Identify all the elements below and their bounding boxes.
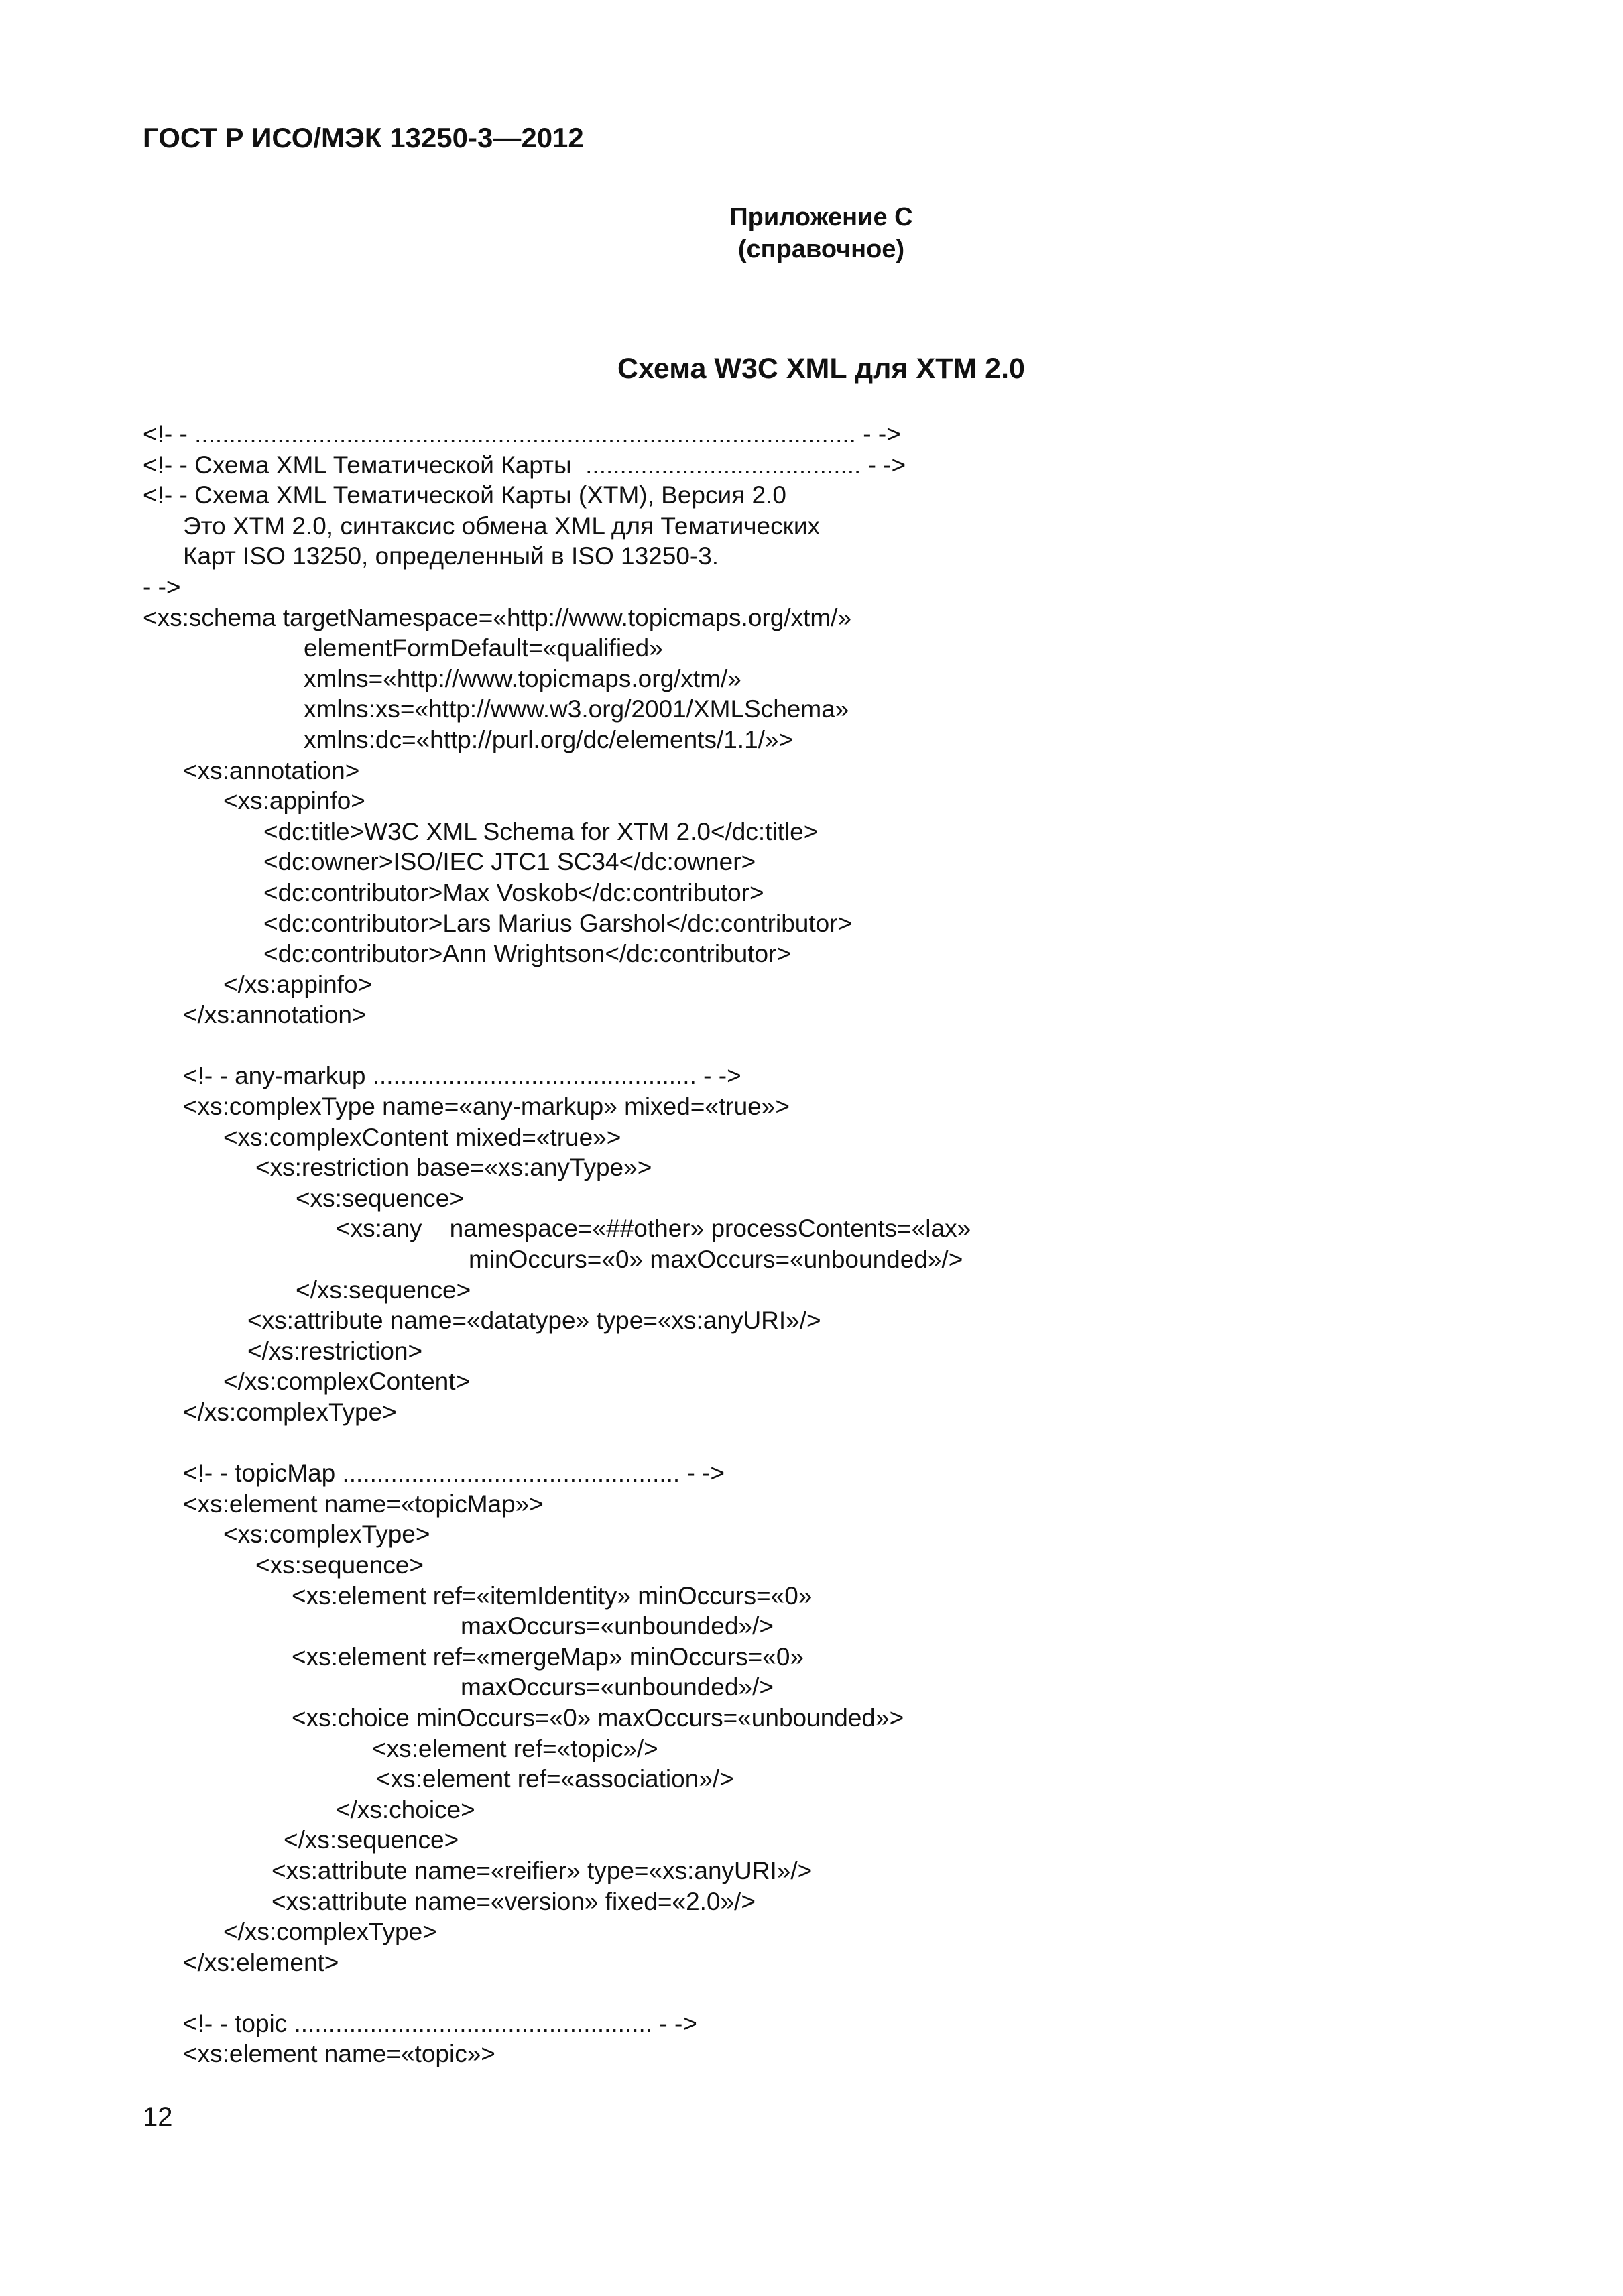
code-line: Карт ISO 13250, определенный в ISO 13250-3. (183, 542, 719, 570)
code-line: <xs:choice minOccurs=«0» maxOccurs=«unbounded»> (292, 1703, 904, 1732)
code-line: maxOccurs=«unbounded»/> (461, 1612, 774, 1640)
code-line: xmlns:dc=«http://purl.org/dc/elements/1.1/»> (304, 725, 794, 753)
code-line: <xs:any namespace=«##other» processContents=«lax» (336, 1215, 971, 1243)
code-line: <!- - topic .................................................... - -> (183, 2009, 697, 2037)
code-line: <dc:owner>ISO/IEC JTC1 SC34</dc:owner> (263, 848, 756, 876)
code-line: <xs:element ref=«association»/> (376, 1765, 734, 1793)
code-line: <!- - Схема XML Тематической Карты (ХТМ), Версия 2.0 (143, 481, 786, 509)
code-line: <dc:contributor>Ann Wrightson</dc:contributor> (263, 940, 792, 968)
code-line: xmlns=«http://www.topicmaps.org/xtm/» (304, 664, 741, 692)
code-line: </xs:restriction> (247, 1337, 423, 1365)
code-line: <xs:element ref=«mergeMap» minOccurs=«0» (292, 1642, 804, 1671)
code-line: </xs:sequence> (284, 1826, 459, 1854)
code-line: </xs:complexType> (183, 1398, 397, 1426)
code-line: <!- - Схема XML Тематической Карты ........................................ - -> (143, 450, 906, 479)
appendix-note: (справочное) (737, 235, 905, 263)
code-line: </xs:choice> (336, 1795, 475, 1823)
code-line: xmlns:xs=«http://www.w3.org/2001/XMLSchema» (304, 695, 849, 723)
code-line: <xs:element name=«topic»> (183, 2040, 495, 2068)
appendix-title: Приложение С (729, 203, 913, 231)
code-line: <dc:title>W3C XML Schema for XTM 2.0</dc:title> (263, 817, 819, 845)
code-line: <xs:attribute name=«reifier» type=«xs:anyURI»/> (272, 1856, 813, 1884)
standard-header: ГОСТ Р ИСО/МЭК 13250-3—2012 (143, 122, 584, 154)
code-line: </xs:appinfo> (223, 970, 373, 998)
code-line: <xs:attribute name=«datatype» type=«xs:anyURI»/> (247, 1307, 821, 1335)
code-line (143, 1428, 1417, 1459)
code-line (143, 1978, 1417, 2008)
code-line: <xs:sequence> (255, 1551, 424, 1579)
xml-code-block (143, 419, 1417, 2069)
code-line: <xs:element ref=«itemIdentity» minOccurs=«0» (292, 1581, 813, 1610)
code-line: <dc:contributor>Lars Marius Garshol</dc:contributor> (263, 909, 853, 937)
code-line: minOccurs=«0» maxOccurs=«unbounded»/> (469, 1246, 963, 1274)
code-line: <xs:complexType> (223, 1520, 430, 1549)
page-number: 12 (143, 2102, 173, 2132)
code-line: <xs:attribute name=«version» fixed=«2.0»/> (272, 1887, 756, 1915)
code-line: - -> (143, 572, 181, 601)
code-line: <xs:element ref=«topic»/> (372, 1734, 658, 1762)
code-line: <xs:complexType name=«any-markup» mixed=«true»> (183, 1093, 790, 1121)
code-line: <!- - topicMap ................................................. - -> (183, 1459, 725, 1488)
code-line: <xs:element name=«topicMap»> (183, 1490, 544, 1518)
code-line: <xs:appinfo> (223, 787, 365, 815)
code-line: </xs:complexContent> (223, 1368, 471, 1396)
code-line: <xs:sequence> (296, 1184, 464, 1212)
code-line: maxOccurs=«unbounded»/> (461, 1673, 774, 1701)
code-line: </xs:annotation> (183, 1001, 367, 1029)
code-line: <xs:schema targetNamespace=«http://www.topicmaps.org/xtm/» (143, 603, 852, 631)
section-title: Схема W3C XML для XTM 2.0 (617, 353, 1025, 385)
code-line: </xs:element> (183, 1948, 339, 1976)
code-line: <!- - any-markup ............................................... - -> (183, 1062, 741, 1090)
code-line: Это ХТМ 2.0, синтаксис обмена XML для Тематических (183, 511, 820, 540)
code-line: elementFormDefault=«qualified» (304, 634, 663, 662)
code-line: <dc:contributor>Max Voskob</dc:contributor> (263, 878, 764, 906)
code-line: <xs:restriction base=«xs:anyType»> (255, 1154, 652, 1182)
code-line: </xs:sequence> (296, 1276, 471, 1304)
code-line (143, 1030, 1417, 1061)
code-line: <!- - ................................................................................................ - -> (143, 420, 901, 448)
code-line: <xs:complexContent mixed=«true»> (223, 1123, 621, 1151)
code-line: <xs:annotation> (183, 756, 360, 784)
code-line: </xs:complexType> (223, 1918, 437, 1946)
